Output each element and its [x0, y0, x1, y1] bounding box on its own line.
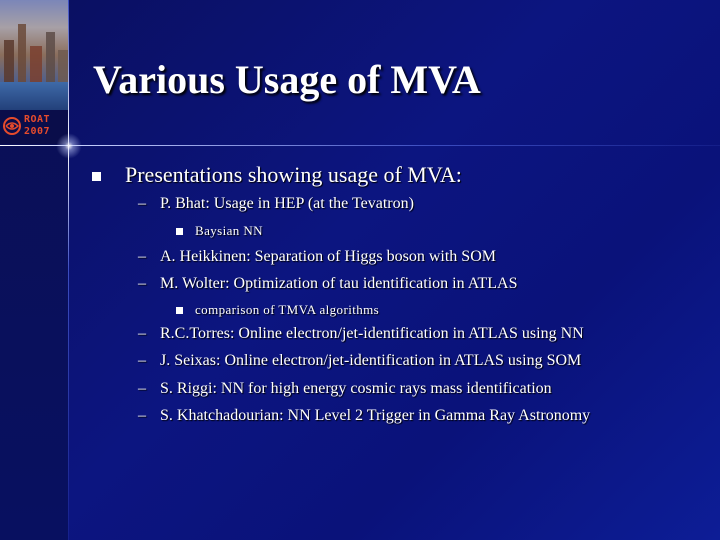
painting-canal — [0, 82, 68, 110]
list-item-text: S. Riggi: NN for high energy cosmic rays mass identification — [160, 380, 552, 397]
vertical-rule — [68, 0, 69, 540]
square-bullet-icon — [92, 172, 101, 181]
dash-marker: – — [138, 352, 146, 369]
square-bullet-icon — [176, 307, 183, 314]
cross-flare — [54, 131, 84, 161]
logo-swirl-icon — [2, 116, 22, 136]
sub-item-text: comparison of TMVA algorithms — [195, 302, 380, 317]
logo-text-line1: ROAT — [24, 114, 51, 125]
dash-marker: – — [138, 195, 146, 212]
list-item-text: P. Bhat: Usage in HEP (at the Tevatron) — [160, 195, 414, 212]
bullet-text: Presentations showing usage of MVA: — [125, 162, 462, 187]
list-item-text: A. Heikkinen: Separation of Higgs boson with SOM — [160, 248, 496, 265]
list-item-text: S. Khatchadourian: NN Level 2 Trigger in Gamma Ray Astronomy — [160, 407, 591, 424]
list-item-text: J. Seixas: Online electron/jet-identification in ATLAS using SOM — [160, 352, 582, 369]
dash-marker: – — [138, 380, 146, 397]
logo-text-line2: 2007 — [24, 126, 51, 137]
slide-title: Various Usage of MVA — [93, 57, 481, 102]
dash-marker: – — [138, 275, 146, 292]
dash-marker: – — [138, 248, 146, 265]
horizontal-rule — [0, 145, 720, 146]
square-bullet-icon — [176, 228, 183, 235]
conference-logo-painting — [0, 0, 68, 110]
sub-item-text: Baysian NN — [195, 223, 263, 238]
dash-marker: – — [138, 407, 146, 424]
list-item-text: R.C.Torres: Online electron/jet-identification in ATLAS using NN — [160, 325, 584, 342]
dash-marker: – — [138, 325, 146, 342]
list-item-text: M. Wolter: Optimization of tau identification in ATLAS — [160, 275, 518, 292]
